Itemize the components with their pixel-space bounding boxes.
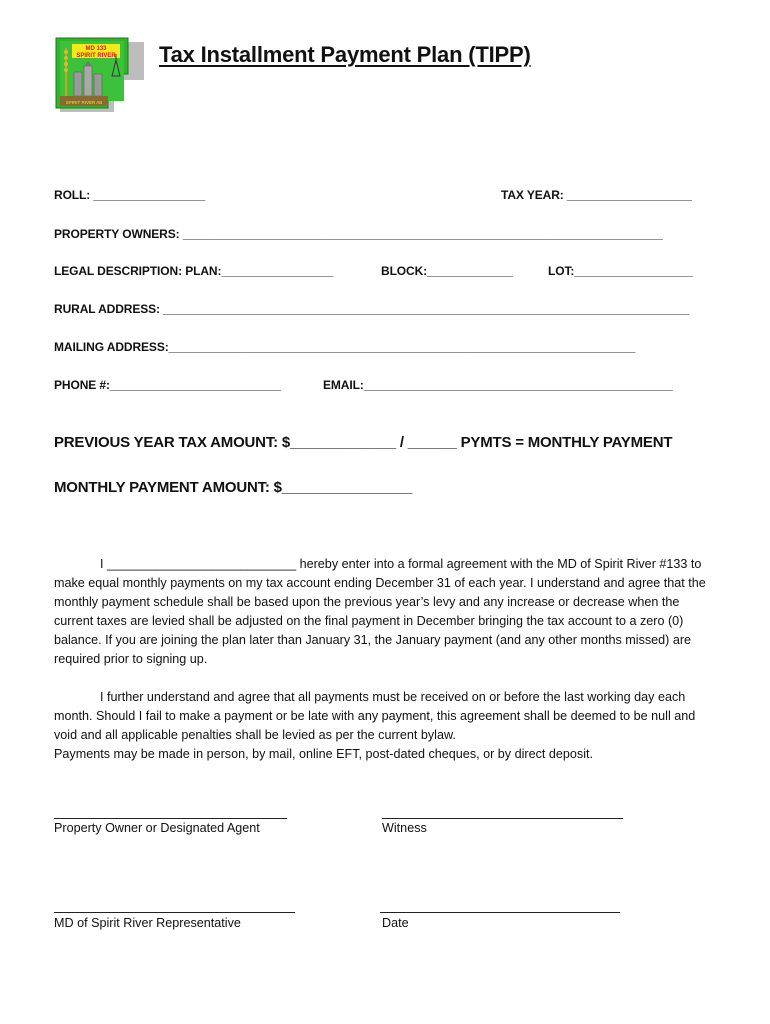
legal-plan-field[interactable]: LEGAL DESCRIPTION: PLAN:_________________ <box>54 264 334 278</box>
witness-signature-label: Witness <box>382 821 427 835</box>
owner-signature-line[interactable] <box>54 818 287 819</box>
md-spirit-river-logo <box>54 36 146 114</box>
monthly-payment-amount[interactable]: MONTHLY PAYMENT AMOUNT: $________________ <box>54 479 413 496</box>
representative-signature-line[interactable] <box>54 912 295 913</box>
owner-signature-label: Property Owner or Designated Agent <box>54 821 260 835</box>
rural-address-field[interactable]: RURAL ADDRESS: ________________________________________________________________________________ <box>54 302 690 316</box>
roll-field[interactable]: ROLL: _________________ <box>54 188 206 202</box>
agreement-paragraph-2 <box>54 688 718 764</box>
email-field[interactable]: EMAIL:_______________________________________________ <box>323 378 673 392</box>
tax-year-field[interactable]: TAX YEAR: ___________________ <box>501 188 692 202</box>
date-signature-label: Date <box>382 916 409 930</box>
phone-field[interactable]: PHONE #:__________________________ <box>54 378 281 392</box>
svg-text:SPIRIT RIVER: SPIRIT RIVER <box>76 53 116 59</box>
witness-signature-line[interactable] <box>382 818 623 819</box>
legal-lot-field[interactable]: LOT:__________________ <box>548 264 693 278</box>
logo-graphic <box>54 36 146 114</box>
agreement-text-1: I ___________________________ hereby enter into a formal agreement with the MD of Spirit River #133 to make equal monthly payments on my tax account ending December 31 of each year. I understand and agree that the monthly payment schedule shall be based upon the previous year’s levy and any increase or decrease when the current taxes are levied shall be adjusted on the final payment in December bringing the tax account to a zero (0) balance. If you are joining the plan later than January 31, the January payment (and any other months missed) are required prior to signing up. <box>54 557 706 666</box>
mailing-address-field[interactable]: MAILING ADDRESS:_______________________________________________________________________ <box>54 340 636 354</box>
page-title: Tax Installment Payment Plan (TIPP) <box>159 42 531 67</box>
svg-text:SPIRIT RIVER AB: SPIRIT RIVER AB <box>65 100 103 105</box>
svg-text:MD 133: MD 133 <box>85 46 107 52</box>
legal-block-field[interactable]: BLOCK:_____________ <box>381 264 513 278</box>
agreement-text-2: I further understand and agree that all payments must be received on or before the last working day each month. Should I fail to make a payment or be late with any payment, this agreement shall be deemed to be null and void and all applicable penalties shall be levied as per the current bylaw. <box>54 690 696 742</box>
previous-year-tax-amount[interactable]: PREVIOUS YEAR TAX AMOUNT: $_____________ / ______ PYMTS = MONTHLY PAYMENT <box>54 434 673 451</box>
agreement-text-3: Payments may be made in person, by mail, online EFT, post-dated cheques, or by direct deposit. <box>54 747 594 761</box>
agreement-paragraph-1 <box>54 555 718 669</box>
date-signature-line[interactable] <box>380 912 620 913</box>
representative-signature-label: MD of Spirit River Representative <box>54 916 241 930</box>
property-owners-field[interactable]: PROPERTY OWNERS: _________________________________________________________________________ <box>54 227 663 241</box>
